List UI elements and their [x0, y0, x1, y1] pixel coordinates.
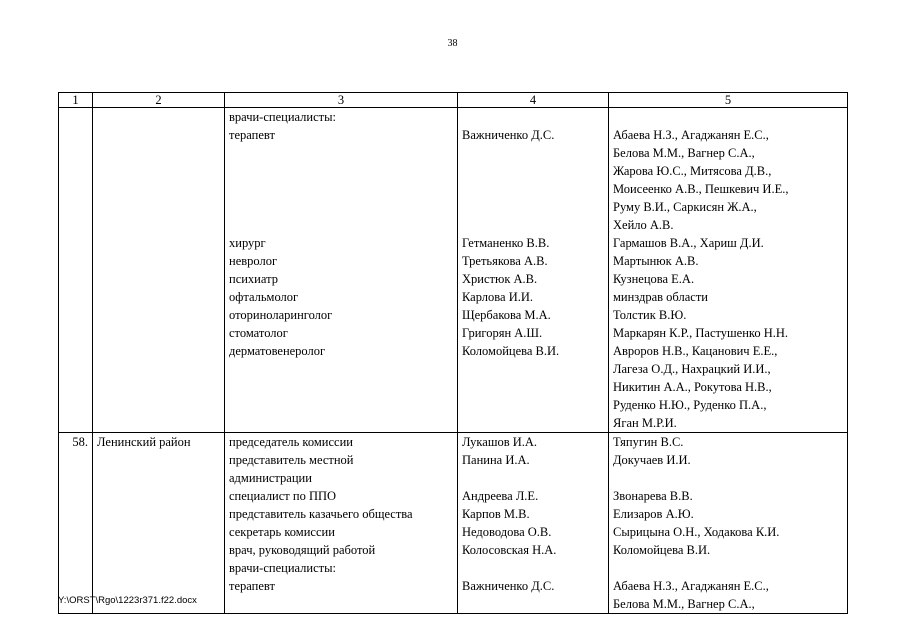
commission-table — [58, 92, 848, 614]
member-line: Моисеенко А.В., Пешкевич И.Е., — [613, 182, 789, 196]
table-row — [59, 108, 848, 433]
head-line: Колосовская Н.А. — [462, 543, 557, 557]
members-cell — [609, 108, 848, 433]
head-line — [462, 414, 604, 432]
head-line — [462, 108, 604, 126]
role-line — [229, 378, 453, 396]
role-line: хирург — [229, 236, 266, 250]
head-line: Андреева Л.Е. — [462, 489, 539, 503]
head-line — [462, 180, 604, 198]
head-line: Карпов М.В. — [462, 507, 530, 521]
head-line — [462, 144, 604, 162]
role-line — [229, 180, 453, 198]
head-line: Гетманенко В.В. — [462, 236, 550, 250]
head-line: Недоводова О.В. — [462, 525, 552, 539]
role-line: специалист по ППО — [229, 489, 337, 503]
role-line: председатель комиссии — [229, 435, 353, 449]
head-cell — [458, 108, 609, 433]
head-line — [462, 469, 604, 487]
role-line — [229, 216, 453, 234]
role-cell — [225, 433, 458, 614]
role-line — [229, 162, 453, 180]
role-cell — [225, 108, 458, 433]
role-line — [229, 360, 453, 378]
role-line: терапевт — [229, 579, 275, 593]
head-line — [462, 378, 604, 396]
head-line: Карлова И.И. — [462, 290, 534, 304]
head-line: Щербакова М.А. — [462, 308, 551, 322]
member-line: Абаева Н.З., Агаджанян Е.С., — [613, 579, 769, 593]
role-line — [229, 396, 453, 414]
member-line: Жарова Ю.С., Митясова Д.В., — [613, 164, 772, 178]
role-line: стоматолог — [229, 326, 288, 340]
role-line: врачи-специалисты: — [229, 110, 336, 124]
member-line: Белова М.М., Вагнер С.А., — [613, 146, 755, 160]
member-line: Кузнецова Е.А. — [613, 272, 695, 286]
head-line: Важниченко Д.С. — [462, 128, 555, 142]
column-header: 4 — [458, 93, 609, 108]
role-line: оториноларинголог — [229, 308, 333, 322]
head-line — [462, 360, 604, 378]
column-header: 5 — [609, 93, 848, 108]
head-line — [462, 198, 604, 216]
head-cell — [458, 433, 609, 614]
row-number-cell: 58. — [59, 433, 93, 614]
member-line: Руму В.И., Саркисян Ж.А., — [613, 200, 757, 214]
district-cell: Ленинский район — [93, 433, 225, 614]
role-line: представитель местной — [229, 453, 354, 467]
member-line: Звонарева В.В. — [613, 489, 693, 503]
member-line: Яган М.Р.И. — [613, 416, 677, 430]
role-line: представитель казачьего общества — [229, 507, 413, 521]
role-line: психиатр — [229, 272, 278, 286]
head-line — [462, 216, 604, 234]
member-line — [613, 108, 843, 126]
role-line: секретарь комиссии — [229, 525, 335, 539]
head-line: Христюк А.В. — [462, 272, 538, 286]
member-line: Елизаров А.Ю. — [613, 507, 694, 521]
row-number-cell — [59, 108, 93, 433]
head-line: Важниченко Д.С. — [462, 579, 555, 593]
member-line: Коломойцева В.И. — [613, 543, 711, 557]
column-header: 2 — [93, 93, 225, 108]
role-line: терапевт — [229, 128, 275, 142]
role-line — [229, 198, 453, 216]
member-line — [613, 469, 843, 487]
head-line: Григорян А.Ш. — [462, 326, 543, 340]
head-line: Лукашов И.А. — [462, 435, 538, 449]
role-line — [229, 414, 453, 432]
members-cell — [609, 433, 848, 614]
member-line: Хейло А.В. — [613, 218, 674, 232]
role-line: врачи-специалисты: — [229, 561, 336, 575]
member-line: Докучаев И.И. — [613, 453, 691, 467]
member-line: Мартынюк А.В. — [613, 254, 699, 268]
member-line: Толстик В.Ю. — [613, 308, 687, 322]
head-line — [462, 559, 604, 577]
member-line: Лагеза О.Д., Нахрацкий И.И., — [613, 362, 771, 376]
member-line: Авроров Н.В., Кацанович Е.Е., — [613, 344, 778, 358]
page-number: 38 — [447, 38, 458, 49]
member-line: Сырицына О.Н., Ходакова К.И. — [613, 525, 780, 539]
member-line: Тяпугин В.С. — [613, 435, 684, 449]
head-line — [462, 162, 604, 180]
column-header: 3 — [225, 93, 458, 108]
role-line: невролог — [229, 254, 278, 268]
role-line — [229, 144, 453, 162]
member-line — [613, 559, 843, 577]
footer-file-path: Y:\ORST\Rgo\1223r371.f22.docx — [58, 595, 197, 606]
member-line: Никитин А.А., Рокутова Н.В., — [613, 380, 772, 394]
head-line: Третьякова А.В. — [462, 254, 548, 268]
member-line: Белова М.М., Вагнер С.А., — [613, 597, 755, 611]
district-cell — [93, 108, 225, 433]
member-line: Маркарян К.Р., Пастушенко Н.Н. — [613, 326, 789, 340]
role-line — [229, 595, 453, 613]
table-header-row — [59, 93, 848, 108]
member-line: Руденко Н.Ю., Руденко П.А., — [613, 398, 767, 412]
head-line — [462, 396, 604, 414]
member-line: Гармашов В.А., Хариш Д.И. — [613, 236, 764, 250]
head-line: Панина И.А. — [462, 453, 530, 467]
table-row — [59, 433, 848, 614]
role-line: офтальмолог — [229, 290, 299, 304]
head-line — [462, 595, 604, 613]
column-header: 1 — [59, 93, 93, 108]
role-line: администрации — [229, 471, 312, 485]
member-line: минздрав области — [613, 290, 708, 304]
role-line: врач, руководящий работой — [229, 543, 376, 557]
role-line: дерматовенеролог — [229, 344, 326, 358]
member-line: Абаева Н.З., Агаджанян Е.С., — [613, 128, 769, 142]
head-line: Коломойцева В.И. — [462, 344, 560, 358]
